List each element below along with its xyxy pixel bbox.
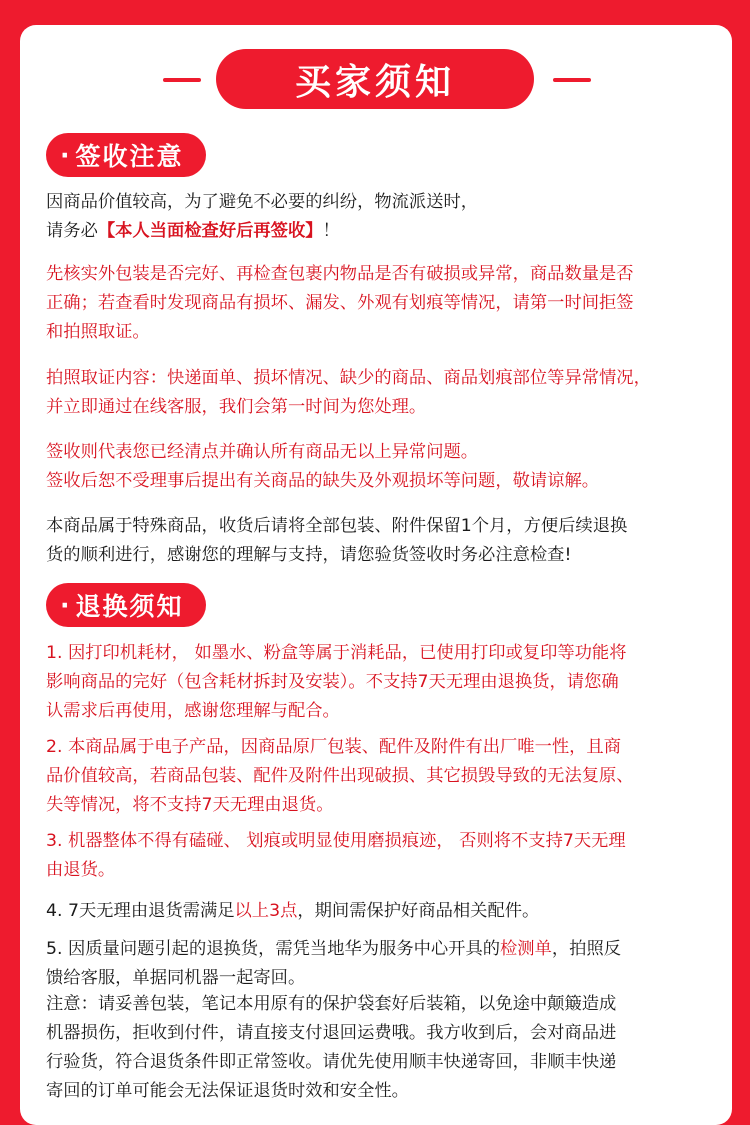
text-line: 失等情况，将不支持7天无理由退货。 <box>46 795 334 815</box>
highlight-text: 以上3点 <box>234 901 298 921</box>
returns-item-2 <box>46 733 718 820</box>
text-line <box>46 217 718 246</box>
notice-card <box>20 25 732 1125</box>
text-line: 正确；若查看时发现商品有损坏、漏发、外观有划痕等情况，请第一时间拒签 <box>46 293 634 313</box>
text-span: 4. 7天无理由退货需满足 <box>46 901 235 921</box>
sign-paragraph-4 <box>46 438 718 496</box>
text-span: 请务必 <box>46 221 98 241</box>
text-line: 本商品属于特殊商品，收货后请将全部包装、附件保留1个月，方便后续退换 <box>46 516 628 536</box>
section-heading-sign <box>46 133 206 177</box>
section-heading-text: 退换须知 <box>75 592 184 621</box>
text-line: 因商品价值较高，为了避免不必要的纠纷，物流派送时， <box>46 192 479 212</box>
text-line: 拍照取证内容：快递面单、损坏情况、缺少的商品、商品划痕部位等异常情况， <box>46 368 651 388</box>
returns-item-3 <box>46 827 718 885</box>
returns-note <box>46 990 718 1106</box>
text-line: 注意：请妥善包装，笔记本用原有的保护袋套好后装箱，以免途中颠簸造成 <box>46 994 617 1014</box>
highlight-text: 【本人当面检查好后再签收】 <box>97 221 323 241</box>
text-line: 馈给客服，单据同机器一起寄回。 <box>46 968 306 988</box>
sign-paragraph-2 <box>46 260 718 347</box>
text-line: 机器损伤，拒收到付件，请直接支付退回运费哦。我方收到后，会对商品进 <box>46 1023 617 1043</box>
text-line: 寄回的订单可能会无法保证退货时效和安全性。 <box>46 1081 409 1101</box>
text-line: 由退货。 <box>46 860 116 880</box>
sign-paragraph-5 <box>46 512 718 570</box>
sign-paragraph-3 <box>46 364 718 422</box>
title-decor-line-right <box>553 78 591 82</box>
text-line <box>46 935 718 964</box>
section-heading-text: 签收注意 <box>75 142 184 171</box>
text-line: 先核实外包装是否完好、再检查包裹内物品是否有破损或异常，商品数量是否 <box>46 264 634 284</box>
text-line: 和拍照取证。 <box>46 322 150 342</box>
text-span: 5. 因质量问题引起的退换货，需凭当地华为服务中心开具的 <box>46 939 501 959</box>
text-line: 3. 机器整体不得有磕碰、 划痕或明显使用磨损痕迹， 否则将不支持7天无理 <box>46 831 626 851</box>
page-title: 买家须知 <box>216 49 534 109</box>
text-span: ，期间需保护好商品相关配件。 <box>297 901 540 921</box>
sign-paragraph-1 <box>46 188 718 246</box>
text-line: 认需求后再使用，感谢您理解与配合。 <box>46 701 340 721</box>
text-line: 行验货，符合退货条件即正常签收。请优先使用顺丰快递寄回，非顺丰快递 <box>46 1052 617 1072</box>
text-line: 货的顺利进行，感谢您的理解与支持，请您验货签收时务必注意检查! <box>46 545 572 565</box>
returns-item-5 <box>46 935 718 993</box>
bullet-dot-icon: · <box>60 140 72 170</box>
text-line: 品价值较高，若商品包装、配件及附件出现破损、其它损毁导致的无法复原、 <box>46 766 634 786</box>
section-heading-returns <box>46 583 206 627</box>
highlight-text: 检测单 <box>500 939 552 959</box>
text-line: 2. 本商品属于电子产品，因商品原厂包装、配件及附件有出厂唯一性，且商 <box>46 737 621 757</box>
text-span: ，拍照反 <box>551 939 622 959</box>
text-line: 并立即通过在线客服，我们会第一时间为您处理。 <box>46 397 427 417</box>
title-decor-line-left <box>163 78 201 82</box>
text-line: 影响商品的完好（包含耗材拆封及安装）。不支持7天无理由退换货，请您确 <box>46 672 619 692</box>
bullet-dot-icon: · <box>60 590 72 620</box>
text-span: ！ <box>322 221 340 241</box>
text-line: 签收则代表您已经清点并确认所有商品无以上异常问题。 <box>46 442 479 462</box>
text-line <box>46 897 718 926</box>
returns-item-4 <box>46 897 718 926</box>
text-line: 1. 因打印机耗材， 如墨水、粉盒等属于消耗品，已使用打印或复印等功能将 <box>46 643 627 663</box>
title-row <box>20 49 732 109</box>
text-line: 签收后恕不受理事后提出有关商品的缺失及外观损坏等问题，敬请谅解。 <box>46 471 600 491</box>
returns-item-1 <box>46 639 718 726</box>
